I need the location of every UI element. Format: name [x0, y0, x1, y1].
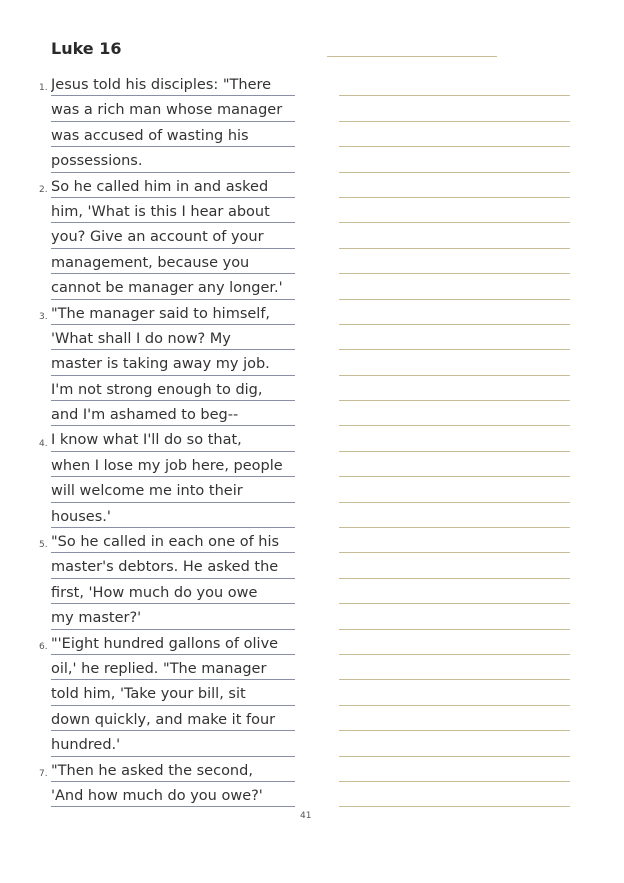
verse-text	[51, 300, 295, 325]
verse-text	[51, 249, 295, 274]
writing-line[interactable]	[339, 553, 570, 578]
verse-text-content: hundred.'	[51, 737, 121, 754]
writing-line[interactable]	[339, 477, 570, 502]
writing-line[interactable]	[339, 452, 570, 477]
verse-text	[51, 325, 295, 350]
writing-line[interactable]	[339, 376, 570, 401]
writing-line[interactable]	[339, 782, 570, 807]
verse-text	[51, 223, 295, 248]
scripture-line	[0, 350, 300, 375]
writing-line[interactable]	[339, 122, 570, 147]
writing-line[interactable]	[339, 706, 570, 731]
scripture-line	[0, 503, 300, 528]
writing-line[interactable]	[339, 579, 570, 604]
scripture-line	[0, 274, 300, 299]
verse-text-content: master is taking away my job.	[51, 356, 270, 373]
verse-text-content: I'm not strong enough to dig,	[51, 381, 263, 398]
verse-text	[51, 122, 295, 147]
verse-text	[51, 503, 295, 528]
verse-text-content: you? Give an account of your	[51, 229, 264, 246]
verse-number: 6.	[39, 641, 48, 652]
verse-text-content: cannot be manager any longer.'	[51, 280, 283, 297]
verse-text	[51, 274, 295, 299]
writing-line[interactable]	[339, 604, 570, 629]
verse-text-content: oil,' he replied. "The manager	[51, 660, 267, 677]
verse-text-content: first, 'How much do you owe	[51, 584, 258, 601]
writing-line[interactable]	[339, 300, 570, 325]
writing-line[interactable]	[339, 503, 570, 528]
writing-line[interactable]	[339, 198, 570, 223]
writing-line[interactable]	[339, 350, 570, 375]
verse-text-content: I know what I'll do so that,	[51, 432, 242, 449]
writing-line[interactable]	[339, 401, 570, 426]
verse-text	[51, 655, 295, 680]
verse-text-content: So he called him in and asked	[51, 178, 269, 195]
writing-line[interactable]	[339, 757, 570, 782]
scripture-line	[0, 325, 300, 350]
scripture-line	[0, 426, 300, 451]
verse-text	[51, 630, 295, 655]
verse-text	[51, 401, 295, 426]
writing-line[interactable]	[339, 731, 570, 756]
scripture-line	[0, 71, 300, 96]
verse-text-content: master's debtors. He asked the	[51, 559, 279, 576]
writing-line[interactable]	[339, 223, 570, 248]
verse-number: 5.	[39, 540, 48, 551]
scripture-line	[0, 655, 300, 680]
verse-text	[51, 579, 295, 604]
verse-text	[51, 680, 295, 705]
writing-line[interactable]	[339, 680, 570, 705]
writing-line[interactable]	[339, 173, 570, 198]
verse-text	[51, 553, 295, 578]
scripture-line	[0, 528, 300, 553]
writing-line[interactable]	[339, 274, 570, 299]
scripture-line	[0, 173, 300, 198]
scripture-line	[0, 122, 300, 147]
verse-text	[51, 604, 295, 629]
scripture-line	[0, 223, 300, 248]
page-title: Luke 16	[51, 39, 122, 58]
verse-text	[51, 706, 295, 731]
verse-text-content: my master?'	[51, 610, 142, 627]
scripture-line	[0, 452, 300, 477]
verse-text	[51, 198, 295, 223]
verse-number: 7.	[39, 768, 48, 779]
verse-text-content: will welcome me into their	[51, 483, 243, 500]
scripture-line	[0, 630, 300, 655]
verse-text	[51, 782, 295, 807]
writing-column[interactable]	[339, 71, 570, 807]
scripture-line	[0, 680, 300, 705]
verse-text-content: him, 'What is this I hear about	[51, 203, 270, 220]
scripture-line	[0, 376, 300, 401]
verse-text	[51, 71, 295, 96]
verse-text	[51, 350, 295, 375]
verse-number: 4.	[39, 438, 48, 449]
verse-text-content: 'What shall I do now? My	[51, 330, 231, 347]
scripture-line	[0, 731, 300, 756]
scripture-line	[0, 579, 300, 604]
writing-line[interactable]	[339, 71, 570, 96]
verse-text-content: "'Eight hundred gallons of olive	[51, 635, 279, 652]
verse-text-content: "The manager said to himself,	[51, 305, 271, 322]
writing-line[interactable]	[339, 249, 570, 274]
verse-number: 3.	[39, 311, 48, 322]
scripture-line	[0, 249, 300, 274]
verse-text	[51, 528, 295, 553]
verse-text-content: possessions.	[51, 153, 143, 170]
scripture-line	[0, 147, 300, 172]
verse-text	[51, 426, 295, 451]
scripture-line	[0, 401, 300, 426]
scripture-column	[0, 71, 300, 807]
verse-text-content: "Then he asked the second,	[51, 762, 253, 779]
verse-text-content: and I'm ashamed to beg--	[51, 407, 239, 424]
verse-text	[51, 452, 295, 477]
verse-number: 2.	[39, 184, 48, 195]
scripture-line	[0, 757, 300, 782]
verse-text	[51, 147, 295, 172]
writing-line[interactable]	[339, 147, 570, 172]
verse-text-content: 'And how much do you owe?'	[51, 787, 263, 804]
scripture-line	[0, 782, 300, 807]
verse-text	[51, 757, 295, 782]
verse-text-content: down quickly, and make it four	[51, 711, 276, 728]
verse-text-content: told him, 'Take your bill, sit	[51, 686, 246, 703]
verse-text	[51, 477, 295, 502]
verse-text	[51, 376, 295, 401]
verse-text	[51, 173, 295, 198]
verse-number: 1.	[39, 83, 48, 94]
name-write-line[interactable]	[327, 56, 497, 57]
verse-text-content: Jesus told his disciples: "There	[51, 77, 272, 93]
scripture-line	[0, 300, 300, 325]
page-number: 41	[300, 811, 312, 819]
verse-text-content: management, because you	[51, 254, 250, 271]
writing-line[interactable]	[339, 426, 570, 451]
writing-line[interactable]	[339, 655, 570, 680]
scripture-line	[0, 553, 300, 578]
verse-text	[51, 96, 295, 121]
writing-line[interactable]	[339, 528, 570, 553]
verse-text-content: was accused of wasting his	[51, 127, 249, 144]
verse-text-content: houses.'	[51, 508, 111, 525]
verse-text-content: when I lose my job here, people	[51, 457, 283, 474]
verse-text	[51, 731, 295, 756]
writing-line[interactable]	[339, 96, 570, 121]
scripture-line	[0, 477, 300, 502]
scripture-line	[0, 706, 300, 731]
writing-line[interactable]	[339, 325, 570, 350]
writing-line[interactable]	[339, 630, 570, 655]
scripture-line	[0, 604, 300, 629]
scripture-line	[0, 198, 300, 223]
scripture-line	[0, 96, 300, 121]
verse-text-content: was a rich man whose manager	[51, 102, 283, 119]
verse-text-content: "So he called in each one of his	[51, 534, 280, 551]
